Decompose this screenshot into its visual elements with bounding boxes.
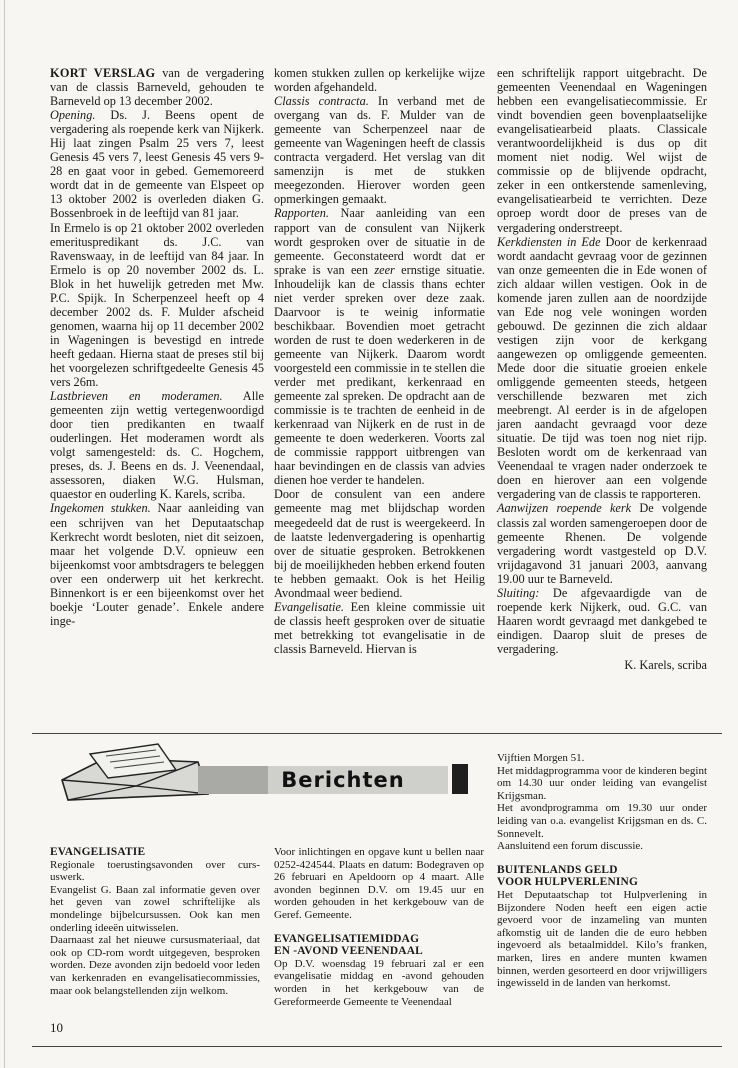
- text: Naar aanleiding van een schrijven van het Deputaatschap Kerkrecht wordt besloten, niet dit seizoen, maar het volgende D.V. opnieuw een bijeenkomst voor ambtsdragers te beleggen over een onderwerp uit het kerkrecht. Binnenkort is er een bijeenkomst over het boekje ‘Louter genade’. Enkele andere inge-: [50, 501, 264, 628]
- paragraph: [497, 586, 707, 656]
- paragraph: [274, 206, 485, 487]
- section-label: Lastbrieven en moderamen.: [50, 389, 223, 404]
- section-label: Sluiting:: [497, 585, 540, 600]
- page-edge: [4, 0, 5, 1068]
- paragraph: Regionale toerustingsavonden over cursuswerk.: [50, 858, 260, 884]
- paragraph: Evangelist G. Baan zal informatie geven over het geven van zowel schriftelijke als mondelinge bijbelcursussen. Ook kan men onderling ideeën uitwisselen.: [50, 883, 260, 934]
- paragraph: [274, 94, 485, 206]
- section-label: Classis contracta.: [274, 94, 369, 109]
- paragraph: Vijftien Morgen 51.: [497, 752, 585, 764]
- paragraph: [497, 235, 707, 502]
- berichten-banner: [48, 740, 468, 812]
- section-heading: EVANGELISATIE: [50, 846, 146, 858]
- paragraph: Door de consulent van een andere gemeente mag met blijdschap worden meegedeeld dat de rust is weergekeerd. In de laatste ledenvergadering is openhartig over de situatie gesproken. Betrokkenen bij de moeilijkheden hebben erkend fouten te hebben gemaakt. Ook is het Heilig Avondmaal weer bediend.: [274, 487, 485, 600]
- text: van de vergadering van de classis Barneveld, gehouden te Barneveld op 13 december 2002.: [50, 66, 264, 109]
- text: Naar aanleiding van een rapport van de consulent van Nijkerk wordt gesproken over de situatie in de gemeente. Geconstateerd wordt dat er sprake is van een: [274, 206, 485, 277]
- section-label: Rapporten.: [274, 206, 329, 221]
- banner-title: Berichten: [281, 768, 405, 792]
- text: ernstige situatie. Inhoudelijk kan de classis thans echter niet verder spreken over deze zaak. Daarvoor is te weinig informatie beschikbaar. Bovendien moet getracht worden de rust te doen wederkeren in de gemeente van Nijkerk. Daarom wordt voorgesteld een commissie in te stellen die verder met predikant, kerkenraad en gemeente zal spreken. De opdracht aan de commissie is te trachten de eenheid in de kerkenraad van Nijkerk en de rust in de gemeente te doen wederkeren. Voorts zal de commissie rappport uitbrengen van haar bevindingen en de classis van advies dienen hoe verder te handelen.: [274, 262, 485, 488]
- paragraph: Het Deputaatschap tot Hulpverlening in Bijzondere Noden heeft een eigen actie gevoerd voor de inzameling van munten afkomstig uit de landen die de euro hebben ingevoerd als betaalmiddel. Kilo’s franken, marken, lires en andere munten kwamen binnen, werden gesorteerd en door vrijwilligers ingewisseld in de landen van herkomst.: [497, 888, 707, 990]
- banner-end-block: [452, 764, 468, 794]
- heading-line: VOOR HULPVERLENING: [497, 876, 639, 889]
- paragraph: Daarnaast zal het nieuwe cursusmateriaal, dat ook op CD-rom wordt uitgegeven, besproken worden. Deze avonden zijn bedoeld voor leden van kerkenraden en evangelisatiecommissies, maar ook belangstellenden zijn welkom.: [50, 934, 260, 997]
- text: Door de kerkenraad wordt aandacht gevraag voor de gezinnen van onze gemeenten die in Ede wonen of zich aldaar willen vestigen. Ook in de komende jaren zullen aan de noordzijde van Ede nog vele woningen worden gebouwd. De gezinnen die zich aldaar vestigen zijn voor de kerkgang aangewezen op omliggende gemeenten. Mede door die situatie groeien enkele omliggende gemeenten steeds, hetgeen verschillende bezwaren met zich meebrengt. Al eerder is in de afgelopen jaren aandacht gevraagd voor deze situatie. De tijd was toen nog niet rijp. Besloten wordt om de kerkenraad van Veenendaal te vragen nader onderzoek te doen en hierover aan een volgende vergadering van de classis te rapporteren.: [497, 234, 708, 502]
- heading-line: EVANGELISATIEMIDDAG: [274, 932, 420, 945]
- berichten-column-2: [274, 846, 484, 1008]
- section-heading: [274, 933, 484, 958]
- section-heading: [497, 864, 707, 889]
- section-label: Aanwijzen roepende kerk: [497, 501, 632, 516]
- article-column-1: [50, 66, 264, 628]
- article-heading: KORT VERSLAG: [50, 66, 156, 80]
- paragraph: [50, 108, 264, 220]
- paragraph: Op D.V. woensdag 19 februari zal er een evangelisatie middag en -avond gehouden worden in het kerkgebouw van de Gereformeerde Gemeente te Veenendaal: [274, 957, 484, 1008]
- text: De afgevaardigde van de roepende kerk Nijkerk, oud. G.C. van Haaren wordt gevraagd met dankgebed te eindigen. Daarop sluit de preses de vergadering.: [497, 585, 707, 656]
- paragraph: [497, 501, 707, 585]
- paragraph: [50, 501, 264, 627]
- text: Een kleine commissie uit de classis heeft gesproken over de situatie met betrekking tot evangelisatie in de classis Barneveld. Hiervan is: [274, 599, 485, 656]
- paragraph: Het avondprogramma om 19.30 uur onder leiding van o.a. evangelist Krijgsman en ds. C. Sonnevelt.: [497, 802, 707, 840]
- paragraph: In Ermelo is op 21 oktober 2002 overleden emerituspredikant ds. J.C. van Ravenswaay, in de leeftijd van 84 jaar. In Ermelo is op 20 november 2002 ds. L. Blok in het huwelijk getreden met Mw. P.C. Spijk. In Scherpenzeel heeft op 4 december 2002 ds. F. Mulder afscheid genomen, waarna hij op 11 december 2002 in Wageningen is bevestigd en intrede heeft gedaan. Hierna staat de preses stil bij het voorgelezen schriftgedeelte Genesis 45 vers 26m.: [50, 220, 264, 390]
- paragraph: een schriftelijk rapport uitgebracht. De gemeenten Veenendaal en Wageningen hebben een evangelisatiecommissie. Er vindt bovendien geen bovenplaatselijke evangelisatiearbeid plaats. Classicale verantwoordelijkheid is dus op dit moment niet nodig. Wel wijst de commissie op de blijvende opdracht, zeker in een ontkerstende samenleving, evangelisatiearbeid te verrichten. Deze oproep wordt door de preses van de vergadering onderstreept.: [497, 66, 707, 235]
- page-number: 10: [50, 1020, 63, 1035]
- emphasis: zeer: [374, 262, 395, 277]
- paragraph: [274, 600, 485, 656]
- text: De volgende classis zal worden samengeroepen door de gemeente Rhenen. De volgende vergadering wordt vastgesteld op D.V. vrijdagavond 31 januari 2003, aanvang 19.00 uur te Barneveld.: [497, 501, 707, 586]
- article-column-3: [497, 66, 707, 672]
- section-divider: [32, 733, 722, 734]
- article-column-2: [274, 66, 485, 656]
- berichten-column-1: [50, 846, 260, 997]
- section-label: Kerkdiensten in Ede: [497, 234, 601, 249]
- paragraph: Het middagprogramma voor de kinderen begint om 14.30 uur onder leiding van evangelist Krijgsman.: [497, 764, 707, 802]
- section-label: Ingekomen stukken.: [50, 501, 151, 516]
- section-label: Opening.: [50, 108, 96, 123]
- paragraph: Aansluitend een forum discussie.: [497, 840, 644, 853]
- paragraph: komen stukken zullen op kerkelijke wijze worden afgehandeld.: [274, 66, 485, 95]
- heading-line: BUITENLANDS GELD: [497, 863, 618, 876]
- text: In verband met de overgang van ds. F. Mulder van de gemeente van Scherpenzeel naar de gemeente van Wageningen heeft de classis contracta vergaderd. Het verslag van dit samenzijn is met de stukken meegezonden. Hierover worden geen opmerkingen gemaakt.: [274, 94, 485, 207]
- paragraph: [50, 389, 264, 501]
- paragraph: Voor inlichtingen en opgave kunt u bellen naar 0252-424544. Plaats en datum: Bodegraven op 26 februari en Apeldoorn op 4 maart. Alle avonden beginnen D.V. om 19.45 uur en worden gehouden in het kerkgebouw van de Geref. Gemeente.: [274, 846, 484, 921]
- signature: K. Karels, scriba: [624, 657, 707, 672]
- heading-line: EN -AVOND VEENENDAAL: [274, 945, 423, 958]
- bottom-rule: [32, 1046, 722, 1047]
- berichten-column-3: [497, 752, 707, 990]
- section-label: Evangelisatie.: [274, 599, 345, 614]
- text: Alle gemeenten zijn wettig vertegenwoordigd door tien predikanten en twaalf ouderlingen. Het moderamen wordt als volgt samengesteld: ds. C. Hogchem, preses, ds. J. Beens en ds. J. Veenendaal, assessoren, diaken W.G. Hulsman, quaestor en ouderling K. Karels, scriba.: [50, 389, 264, 502]
- text: Ds. J. Beens opent de vergadering als roepende kerk van Nijkerk. Hij laat zingen Psalm 25 vers 7, leest Genesis 45 vers 7, leest Genesis 45 vers 9-28 en gaat voor in gebed. Gememoreerd wordt dat in de gemeente van Elspeet op 13 oktober 2002 is overleden diaken G. Bossenbroek in de leeftijd van 81 jaar.: [50, 108, 264, 221]
- paragraph: [50, 66, 264, 108]
